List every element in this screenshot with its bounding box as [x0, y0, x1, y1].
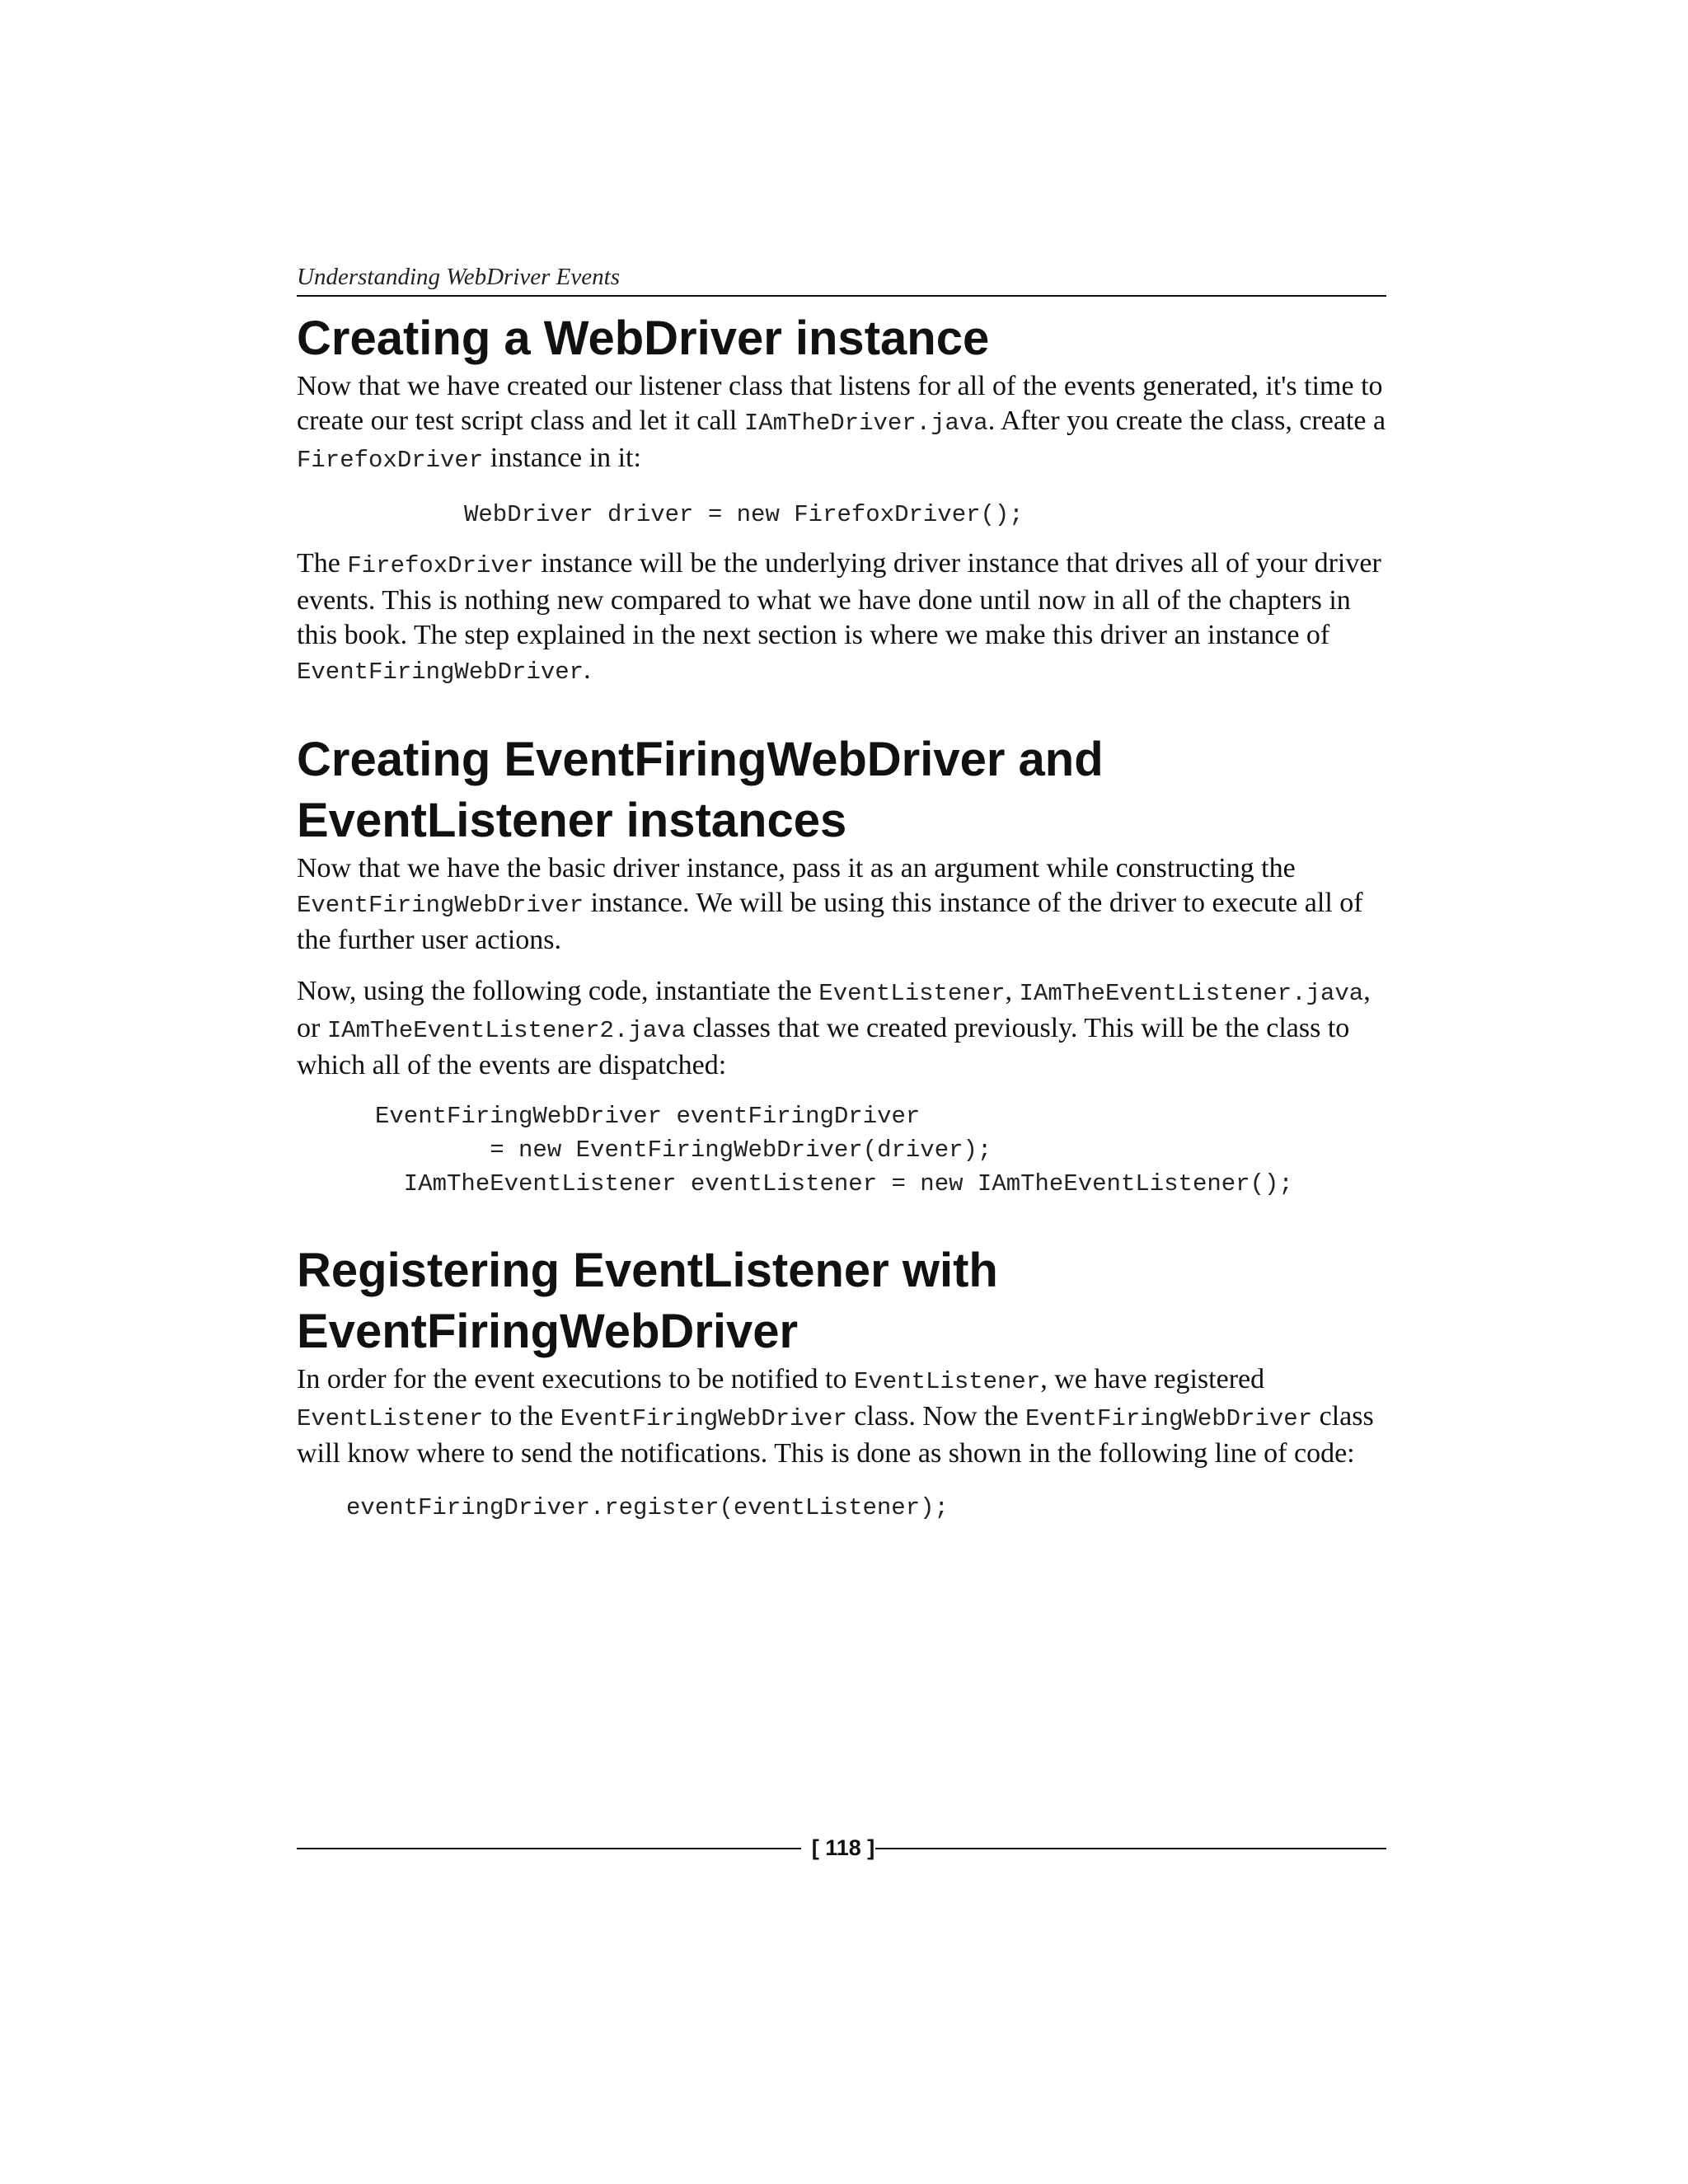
inline-code: EventListener [854, 1368, 1041, 1395]
code-block: eventFiringDriver.register(eventListener); [346, 1494, 949, 1521]
inline-code: IAmTheEventListener2.java [326, 1017, 686, 1044]
inline-code: EventListener [297, 1405, 484, 1432]
paragraph: In order for the event executions to be notified to EventListener, we have registered EventListener to the EventFiringWebDriver class. Now the EventFiringWebDriver class will know where to send the notifications. This is done as shown in the following line of code: [297, 1364, 1374, 1469]
inline-code: EventFiringWebDriver [297, 892, 584, 919]
code-block: EventFiringWebDriver eventFiringDriver = new EventFiringWebDriver(driver); IAmTheEventListener eventListener = new IAmTheEventListener(); [375, 1103, 1293, 1197]
inline-code: EventFiringWebDriver [560, 1405, 847, 1432]
section-heading-creating-eventfiringwebdriver: Creating EventFiringWebDriver and EventListener instances [297, 733, 1104, 847]
section-heading-creating-webdriver-instance: Creating a WebDriver instance [297, 312, 990, 365]
paragraph: Now that we have the basic driver instance, pass it as an argument while constructing the EventFiringWebDriver instance. We will be using this instance of the driver to execute all of the further user actions. [297, 853, 1363, 955]
paragraph: Now that we have created our listener class that listens for all of the events generated, it's time to create our test script class and let it call IAmTheDriver.java. After you create the class, create a FirefoxDriver instance in it: [297, 371, 1386, 474]
paragraph: The FirefoxDriver instance will be the underlying driver instance that drives all of your driver events. This is nothing new compared to what we have done until now in all of the chapters in this book. The step explained in the next section is where we make this driver an instance of EventFiringWebDriver. [297, 548, 1381, 686]
inline-code: IAmTheEventListener.java [1019, 980, 1364, 1007]
page-footer [297, 1831, 1386, 1864]
page-number: [ 118 ] [811, 1835, 875, 1860]
inline-code: EventFiringWebDriver [1025, 1405, 1313, 1432]
inline-code: EventListener [818, 980, 1006, 1007]
inline-code: FirefoxDriver [297, 447, 484, 474]
footer-rule [875, 1848, 1386, 1849]
running-header: Understanding WebDriver Events [297, 262, 1386, 297]
inline-code: EventFiringWebDriver [297, 658, 584, 686]
page-body [297, 262, 1386, 1525]
inline-code: FirefoxDriver [347, 552, 534, 579]
inline-code: IAmTheDriver.java [743, 410, 988, 437]
paragraph: Now, using the following code, instantiate the EventListener, IAmTheEventListener.java, or IAmTheEventListener2.java classes that we created previously. This will be the class to which all of the events are dispatched: [297, 976, 1371, 1080]
footer-rule [297, 1848, 801, 1849]
code-block: WebDriver driver = new FirefoxDriver(); [464, 501, 1024, 528]
section-heading-registering-eventlistener: Registering EventListener with EventFiringWebDriver [297, 1244, 998, 1358]
